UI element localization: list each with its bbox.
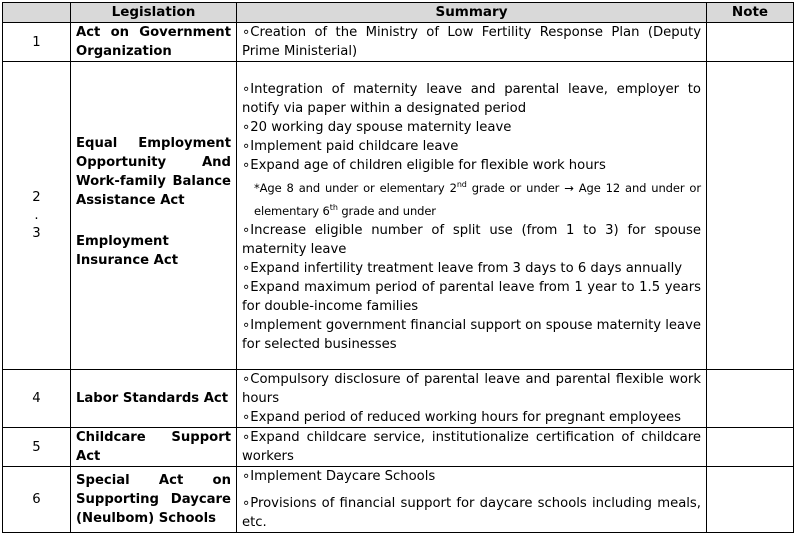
note-cell: [707, 428, 794, 467]
summary-item: ∘Integration of maternity leave and parental leave, employer to notify via paper within a designated period: [242, 82, 701, 116]
legislation-table: [2, 2, 794, 533]
summary-item: ∘20 working day spouse maternity leave: [242, 120, 512, 135]
row-number-part: 2: [32, 189, 41, 205]
summary-item: ∘Implement paid childcare leave: [242, 139, 459, 154]
header-row: [3, 3, 794, 23]
legislation-cell: [71, 467, 237, 533]
summary-item: ∘Creation of the Ministry of Low Fertility Response Plan (Deputy Prime Ministerial): [242, 25, 701, 59]
age-footnote-sup: nd: [456, 180, 467, 189]
note-cell: [707, 23, 794, 62]
summary-item: ∘Expand infertility treatment leave from 3 days to 6 days annually: [242, 260, 683, 276]
act-name: Act on Government Organization: [76, 25, 231, 59]
header-note: Note: [707, 3, 794, 23]
row-number: 5: [3, 428, 71, 467]
summary-item: ∘Increase eligible number of split use (from 1 to 3) for spouse maternity leave: [242, 222, 701, 257]
summary-item: ∘Compulsory disclosure of parental leave and parental flexible work hours: [242, 372, 701, 406]
row-number-part: 3: [32, 225, 41, 241]
act-name: Equal Employment Opportunity And Work-family Balance Assistance Act: [76, 136, 231, 208]
summary-cell: [237, 370, 707, 428]
row-number: 1: [3, 23, 71, 62]
legislation-cell: [71, 370, 237, 428]
note-cell: [707, 370, 794, 428]
act-name: Childcare Support Act: [76, 430, 231, 464]
summary-cell: [237, 23, 707, 62]
table-row: [3, 62, 794, 370]
summary-item: ∘Implement government financial support on spouse maternity leave for selected businesses: [242, 317, 702, 352]
table-row: [3, 23, 794, 62]
note-cell: [707, 62, 794, 370]
note-cell: [707, 467, 794, 533]
summary-cell: [237, 428, 707, 467]
row-number: 4: [3, 370, 71, 428]
act-name: Special Act on Supporting Daycare (Neulbom) Schools: [76, 473, 231, 526]
summary-item: ∘Implement Daycare Schools: [242, 469, 436, 484]
summary-item: ∘Expand childcare service, institutionalize certification of childcare workers: [242, 430, 701, 464]
legislation-cell: [71, 428, 237, 467]
header-summary: Summary: [237, 3, 707, 23]
summary-cell: [237, 467, 707, 533]
legislation-cell: [71, 23, 237, 62]
table-row: [3, 428, 794, 467]
spacer: [76, 210, 231, 232]
act-name: Employment Insurance Act: [76, 234, 179, 268]
table-row: [3, 370, 794, 428]
row-number-part: .: [34, 207, 39, 223]
age-footnote: [242, 175, 701, 221]
table-row: [3, 467, 794, 533]
legislation-cell: [71, 62, 237, 370]
age-footnote-text: *Age 8 and under or elementary 2: [254, 180, 457, 195]
age-footnote-sup: th: [329, 202, 338, 212]
age-footnote-text: grade or under → Age 12 and under or elementary 6: [254, 180, 701, 218]
row-number: [3, 62, 71, 370]
summary-cell: [237, 62, 707, 370]
row-number: 6: [3, 467, 71, 533]
header-number: [3, 3, 71, 23]
summary-item: ∘Provisions of financial support for daycare schools including meals, etc.: [242, 496, 701, 530]
age-footnote-text: grade and under: [337, 203, 436, 218]
header-legislation: Legislation: [71, 3, 237, 23]
summary-item: ∘Expand period of reduced working hours for pregnant employees: [242, 410, 681, 425]
summary-item: ∘Expand age of children eligible for flexible work hours: [242, 158, 606, 173]
act-name: Labor Standards Act: [76, 391, 229, 406]
summary-item: ∘Expand maximum period of parental leave from 1 year to 1.5 years for double-income families: [242, 279, 701, 314]
